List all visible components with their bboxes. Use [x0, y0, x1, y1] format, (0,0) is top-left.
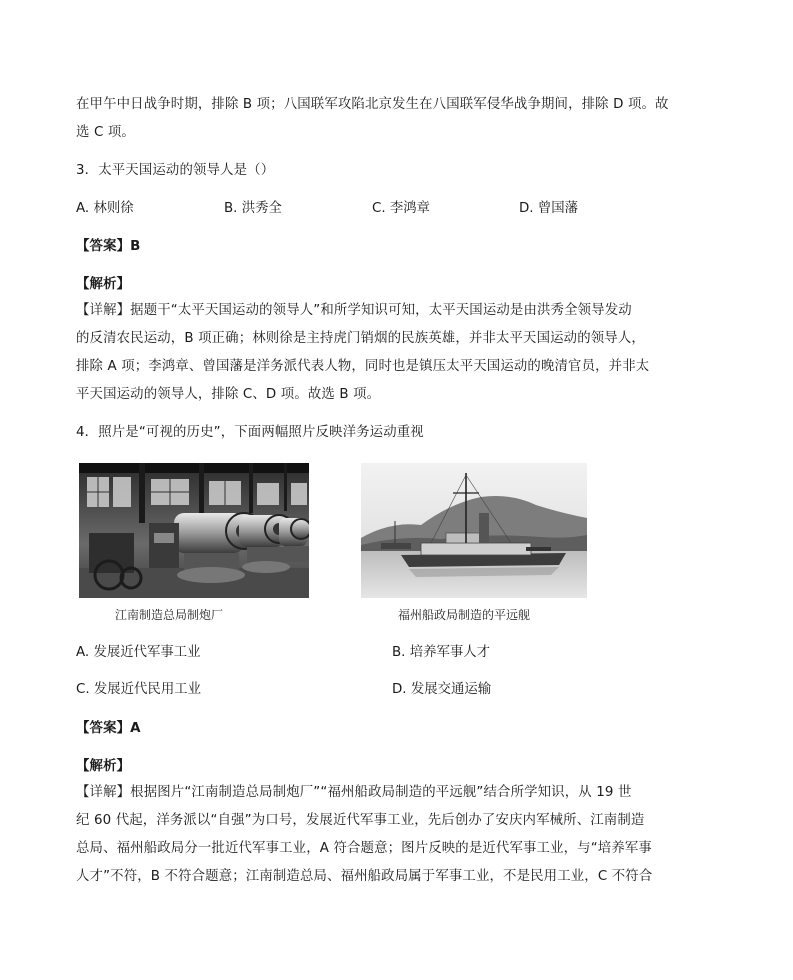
- q4-detail-line-1: 【详解】根据图片“江南制造总局制炮厂”“福州船政局制造的平远舰”结合所学知识，从 19 世: [76, 785, 632, 800]
- q4-option-d: D. 发展交通运输: [392, 682, 492, 697]
- q4-stem: 4．照片是“可视的历史”，下面两幅照片反映洋务运动重视: [76, 425, 424, 440]
- q3-option-b: B. 洪秀全: [224, 201, 282, 216]
- q3-detail-line-1: 【详解】据题干“太平天国运动的领导人”和所学知识可知，太平天国运动是由洪秀全领导发动: [76, 303, 632, 318]
- q4-option-a: A. 发展近代军事工业: [76, 645, 201, 660]
- q4-detail-line-2: 纪 60 代起，洋务派以“自强”为口号，发展近代军事工业，先后创办了安庆内军械所、江南制造: [76, 813, 645, 828]
- q4-answer: 【答案】A: [76, 721, 141, 736]
- q3-answer: 【答案】B: [76, 239, 141, 254]
- photo-caption-1: 江南制造总局制炮厂: [115, 608, 224, 622]
- q3-stem: 3．太平天国运动的领导人是（）: [76, 163, 275, 178]
- q3-option-c: C. 李鸿章: [372, 201, 431, 216]
- q4-analysis-title: 【解析】: [76, 759, 131, 774]
- photo-caption-2: 福州船政局制造的平远舰: [398, 608, 531, 622]
- q3-option-d: D. 曾国藩: [519, 201, 578, 216]
- warship-photo: [361, 463, 587, 598]
- q3-option-a: A. 林则徐: [76, 201, 134, 216]
- q4-option-b: B. 培养军事人才: [392, 645, 491, 660]
- q4-detail-line-4: 人才”不符，B 不符合题意；江南制造总局、福州船政局属于军事工业，不是民用工业，C 不符合: [76, 869, 653, 884]
- q3-detail-line-3: 排除 A 项；李鸿章、曾国藩是洋务派代表人物，同时也是镇压太平天国运动的晚清官员，并非太: [76, 359, 650, 374]
- q3-detail-line-2: 的反清农民运动，B 项正确；林则徐是主持虎门销烟的民族英雄，并非太平天国运动的领导人，: [76, 331, 645, 346]
- q3-analysis-title: 【解析】: [76, 277, 131, 292]
- q3-detail-line-4: 平天国运动的领导人，排除 C、D 项。故选 B 项。: [76, 387, 381, 402]
- q4-detail-line-3: 总局、福州船政局分一批近代军事工业，A 符合题意；图片反映的是近代军事工业，与“培养军事: [76, 841, 652, 856]
- q4-option-c: C. 发展近代民用工业: [76, 682, 201, 697]
- arsenal-workshop-photo: [79, 463, 309, 598]
- continuation-line-2: 选 C 项。: [76, 125, 135, 140]
- continuation-line-1: 在甲午中日战争时期，排除 B 项；八国联军攻陷北京发生在八国联军侵华战争期间，排除 D 项。故: [76, 97, 669, 112]
